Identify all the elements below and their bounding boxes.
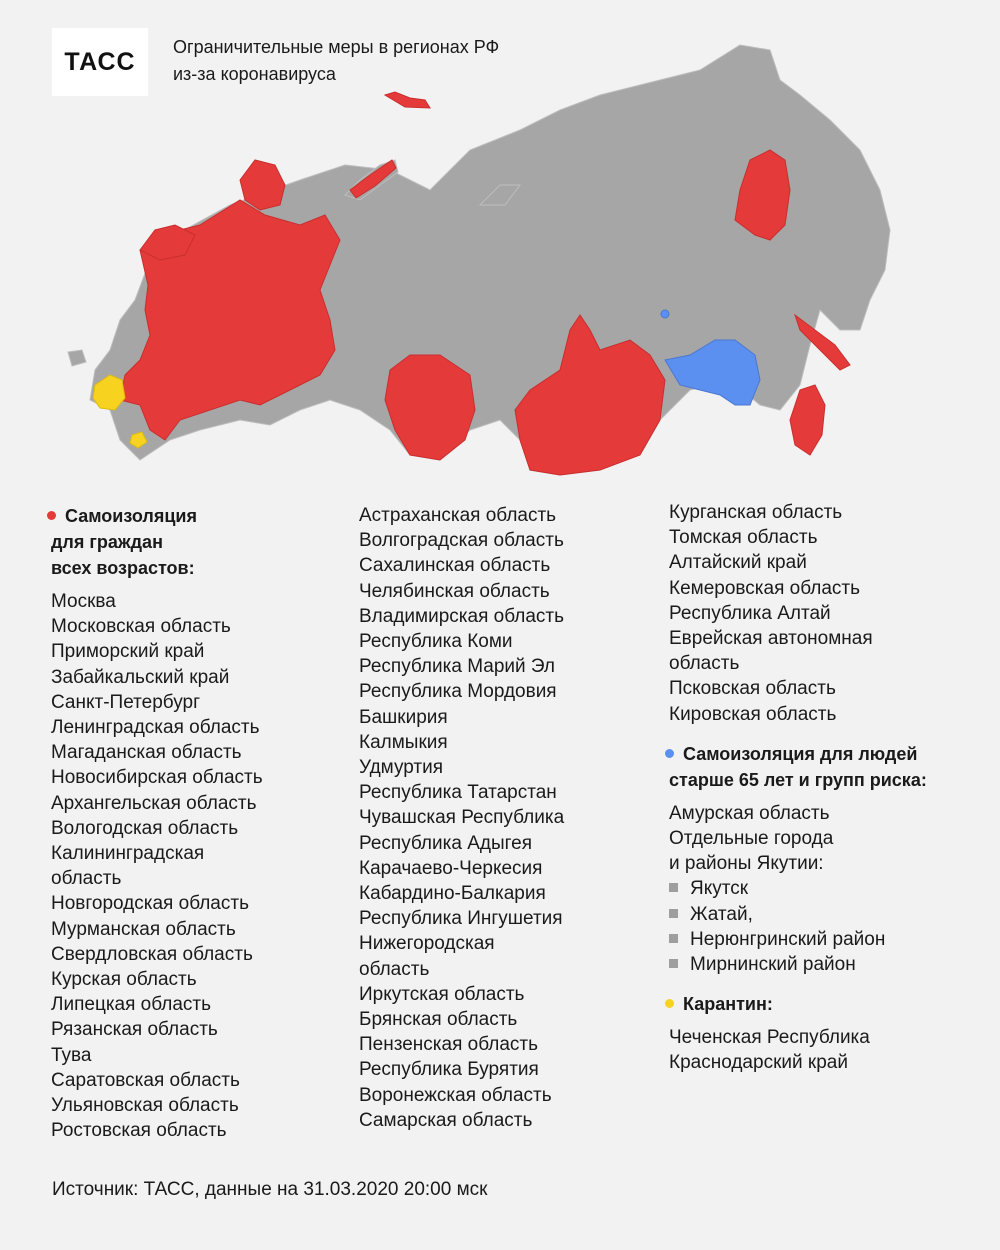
list-item: область [51,868,122,890]
list-item: Московская область [51,616,231,638]
list-item: Новосибирская область [51,767,263,789]
source-footer: Источник: ТАСС, данные на 31.03.2020 20:00 мск [52,1179,488,1200]
blue-regions-list [669,801,927,877]
map-region-red-primorye [790,385,825,455]
list-item: Курская область [51,969,197,991]
list-item: Ульяновская область [51,1095,239,1117]
list-item: Кемеровская область [669,577,860,599]
list-item: Архангельская область [51,792,257,814]
map-region-red-ural [385,355,475,460]
yellow-legend-heading: Карантин: [669,991,927,1017]
legend-column-2 [359,503,564,1133]
list-item: Кировская область [669,703,837,725]
list-item: Сахалинская область [359,555,551,577]
red-legend-heading: Самоизоляция для граждан всех возрастов: [51,503,263,581]
list-item: Кабардино-Балкария [359,883,546,905]
blue-dot-icon [665,749,674,758]
tass-logo: ТАСС [52,28,148,96]
list-item: Республика Татарстан [359,782,557,804]
list-item: Астраханская область [359,505,557,526]
list-item: Воронежская область [359,1084,552,1106]
list-item: Республика Коми [359,631,513,653]
list-item: Республика Бурятия [359,1059,539,1081]
list-item: Брянская область [359,1009,518,1031]
legend-column-3 [669,500,927,1076]
square-bullet-icon [669,934,678,943]
square-bullet-icon [669,959,678,968]
list-item: Республика Адыгея [359,832,532,854]
list-item: Калмыкия [359,731,448,753]
list-item: Владимирская область [359,605,564,627]
square-bullet-icon [669,883,678,892]
blue-subitems-list [669,876,927,977]
list-item: Пензенская область [359,1034,538,1056]
list-item: Якутск [669,876,927,901]
list-item: Отдельные города [669,828,834,850]
list-item: Республика Ингушетия [359,908,563,930]
list-item: Томская область [669,527,818,549]
list-item: область [669,653,740,675]
russia-map [0,0,1000,500]
list-item: Амурская область [669,802,830,824]
list-item: Вологодская область [51,817,239,839]
list-item: Ростовская область [51,1120,227,1142]
list-item: и районы Якутии: [669,853,824,875]
list-item: Чеченская Республика [669,1027,870,1049]
list-item: Саратовская область [51,1069,240,1091]
list-item: Жатай, [669,902,927,927]
yellow-dot-icon [665,999,674,1008]
red-regions-list-1 [51,589,263,1143]
list-item: область [359,958,430,980]
list-item: Республика Алтай [669,602,831,624]
list-item: Тува [51,1044,92,1066]
list-item: Нерюнгринский район [669,927,927,952]
map-region-red-kuriles [385,92,430,108]
title-line-2: из-за коронавируса [173,64,336,84]
list-item: Республика Марий Эл [359,656,556,678]
list-item: Иркутская область [359,983,525,1005]
list-item: Мурманская область [51,918,236,940]
list-item: Москва [51,591,116,612]
list-item: Рязанская область [51,1019,218,1041]
list-item: Еврейская автономная [669,628,873,650]
list-item: Санкт-Петербург [51,691,201,713]
list-item: Приморский край [51,641,205,663]
yellow-regions-list [669,1025,927,1075]
list-item: Краснодарский край [669,1052,848,1074]
list-item: Забайкальский край [51,666,230,688]
red-regions-list-3 [669,500,927,727]
list-item: Новгородская область [51,893,249,915]
list-item: Мирнинский район [669,952,927,977]
list-item: Магаданская область [51,742,242,764]
list-item: Карачаево-Черкесия [359,857,543,879]
list-item: Челябинская область [359,580,550,602]
list-item: Ленинградская область [51,717,260,739]
list-item: Нижегородская [359,933,495,955]
list-item: Республика Мордовия [359,681,557,703]
list-item: Свердловская область [51,943,253,965]
map-region-gray-kaliningrad [68,350,86,366]
list-item: Алтайский край [669,552,807,574]
list-item: Липецкая область [51,994,212,1016]
list-item: Курганская область [669,502,843,523]
list-item: Удмуртия [359,757,443,779]
list-item: Башкирия [359,706,448,728]
blue-legend-heading: Самоизоляция для людей старше 65 лет и групп риска: [669,741,927,793]
list-item: Калининградская [51,843,205,865]
red-dot-icon [47,511,56,520]
legend-column-1 [51,503,263,1143]
list-item: Самарская область [359,1109,533,1131]
square-bullet-icon [669,909,678,918]
list-item: Волгоградская область [359,530,564,552]
red-regions-list-2 [359,503,564,1133]
title-line-1: Ограничительные меры в регионах РФ [173,37,500,57]
map-region-blue-yakutsk [661,310,669,318]
list-item: Псковская область [669,678,836,700]
list-item: Чувашская Республика [359,807,565,829]
